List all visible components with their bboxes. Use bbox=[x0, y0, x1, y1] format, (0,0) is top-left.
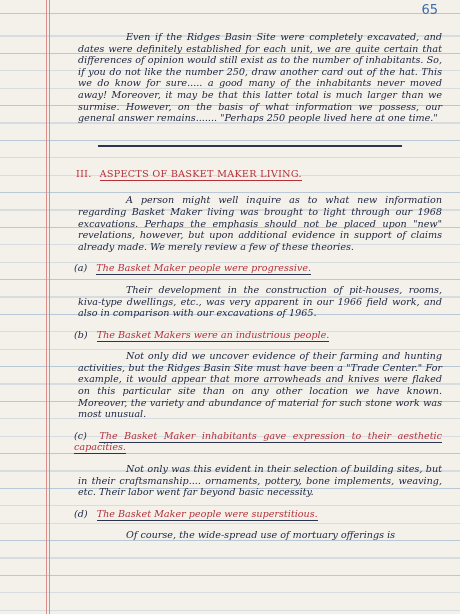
subsection-heading-d bbox=[74, 509, 442, 521]
page-number: 65 bbox=[421, 3, 438, 18]
subsection-title: The Basket Maker people were superstitious. bbox=[96, 508, 318, 520]
subsection-title: The Basket Maker inhabitants gave expression to their aesthetic capacities. bbox=[74, 430, 442, 454]
closing-line: Of course, the wide-spread use of mortuary offerings is bbox=[126, 530, 396, 542]
subsection-heading-c bbox=[74, 431, 442, 454]
margin-line bbox=[46, 0, 47, 614]
subsection-body-c: Not only was this evident in their selection of building sites, but in their craftsmanship.... ornaments, pottery, bone implements, weaving, etc. Their labor went far beyond basic necessity. bbox=[78, 464, 442, 499]
section-intro-paragraph: A person might well inquire as to what new information regarding Basket Maker living was brought to light through our 1968 excavations. Perhaps the emphasis should not be placed upon "new" revelations, however, but upon additional evidence in support of claims already made. We merely review a few of these theories. bbox=[78, 195, 442, 253]
subsection-heading-b bbox=[74, 330, 442, 342]
subsection-title: The Basket Makers were an industrious people. bbox=[96, 329, 330, 341]
section-divider bbox=[98, 145, 402, 147]
section-heading bbox=[76, 169, 442, 182]
subsection-letter: (d) bbox=[74, 508, 88, 520]
subsection-letter: (b) bbox=[74, 329, 88, 341]
page-content bbox=[74, 32, 442, 542]
subsection-body-b: Not only did we uncover evidence of their farming and hunting activities, but the Ridges Basin Site must have been a "Trade Center." For example, it would appear that more arrowheads and knives were flaked on this particular site than on any other location we have known. Moreover, the variety and abundance of material for such stone work was most unusual. bbox=[78, 351, 442, 421]
margin-line-second bbox=[49, 0, 50, 614]
subsection-title: The Basket Maker people were progressive. bbox=[96, 263, 312, 275]
intro-paragraph: Even if the Ridges Basin Site were completely excavated, and dates were definitely established for each unit, we are quite certain that differences of opinion would still exist as to the number of inhabitants. So, if you do not like the number 250, draw another card out of the hat. This we do know for sure..... a good many of the inhabitants never moved away! Moreover, it may be that this latter total is much larger than we surmise. However, on the basis of what information we possess, our general answer remains....... "Perhaps 250 people lived here at one time." bbox=[78, 32, 442, 125]
section-number: III. bbox=[76, 168, 92, 180]
subsection-letter: (c) bbox=[74, 430, 87, 442]
section-title: ASPECTS OF BASKET MAKER LIVING. bbox=[99, 168, 302, 180]
subsection-letter: (a) bbox=[74, 263, 88, 275]
subsection-body-a: Their development in the construction of pit-houses, rooms, kiva-type dwellings, etc., was very apparent in our 1966 field work, and also in comparison with our excavations of 1965. bbox=[78, 284, 442, 320]
subsection-heading-a bbox=[74, 263, 442, 275]
